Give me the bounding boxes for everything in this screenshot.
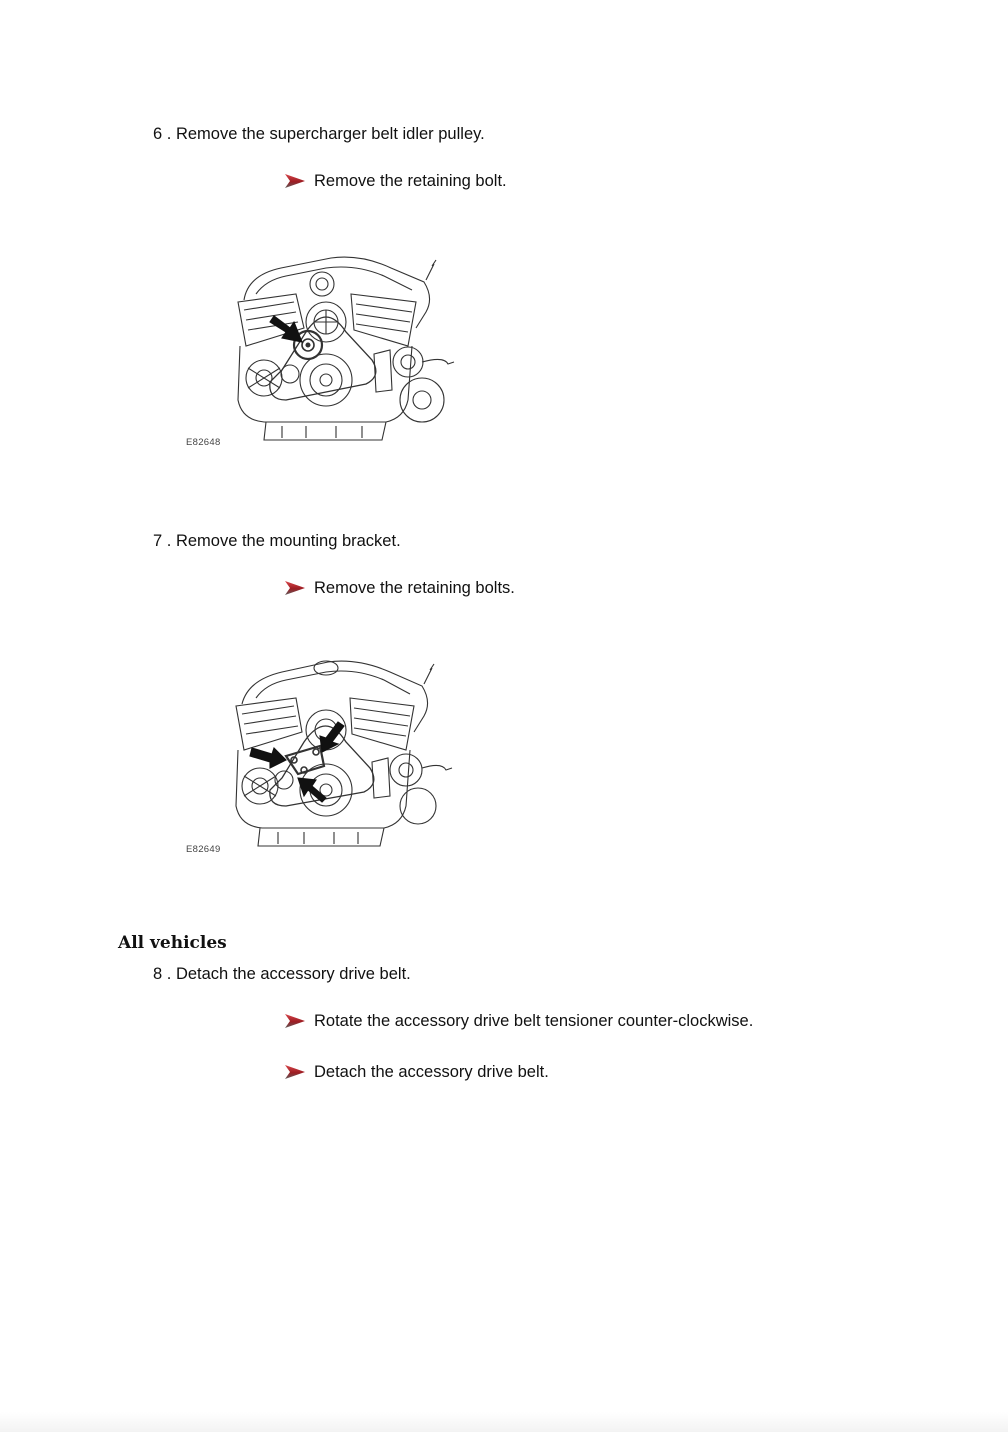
- step-7-bullet-1: [284, 577, 515, 599]
- red-arrow-bullet-icon: [284, 580, 306, 596]
- step-number: 6: [153, 125, 163, 143]
- red-arrow-bullet-icon: [284, 1064, 306, 1080]
- bullet-text: Detach the accessory drive belt.: [314, 1062, 549, 1081]
- step-text: Remove the mounting bracket.: [175, 532, 401, 550]
- step-6-bullet-1: [284, 170, 507, 192]
- section-heading: All vehicles: [118, 933, 227, 953]
- page-bottom-edge: [0, 1412, 1008, 1432]
- red-arrow-bullet-icon: [284, 1013, 306, 1029]
- engine-illustration: [186, 656, 466, 856]
- bullet-text: Remove the retaining bolt.: [314, 171, 507, 190]
- step-text: Detach the accessory drive belt.: [175, 965, 411, 983]
- step-text: Remove the supercharger belt idler pulley.: [175, 125, 485, 143]
- figure-id: E82648: [186, 437, 221, 448]
- step-number: 8: [153, 965, 163, 983]
- engine-figure-e82649: [186, 656, 466, 856]
- step-6: 6 . Remove the supercharger belt idler pulley.: [153, 125, 485, 143]
- red-arrow-bullet-icon: [284, 173, 306, 189]
- step-number: 7: [153, 532, 163, 550]
- bullet-text: Remove the retaining bolts.: [314, 578, 515, 597]
- step-8: 8 . Detach the accessory drive belt.: [153, 965, 411, 983]
- figure-id: E82649: [186, 844, 221, 855]
- engine-illustration: [186, 250, 466, 450]
- engine-figure-e82648: [186, 250, 466, 450]
- step-8-bullet-2: [284, 1061, 549, 1083]
- step-7: 7 . Remove the mounting bracket.: [153, 532, 401, 550]
- step-8-bullet-1: [284, 1010, 753, 1032]
- bullet-text: Rotate the accessory drive belt tensioner counter-clockwise.: [314, 1011, 754, 1030]
